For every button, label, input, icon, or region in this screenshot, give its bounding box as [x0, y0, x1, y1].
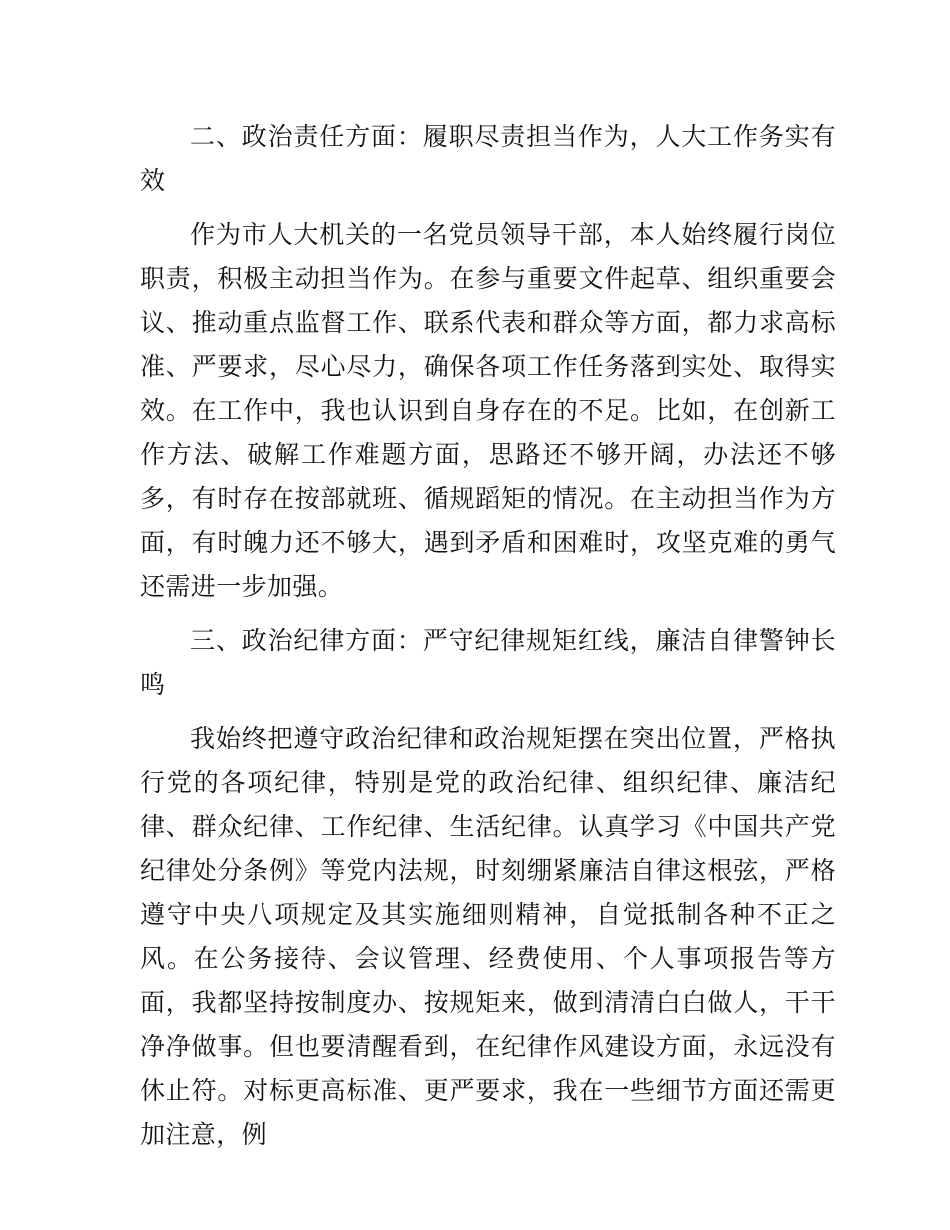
body-paragraph-discipline: 我始终把遵守政治纪律和政治规矩摆在突出位置，严格执行党的各项纪律，特别是党的政治纪律、组织纪律、廉洁纪律、群众纪律、工作纪律、生活纪律。认真学习《中国共产党纪律处分条例》等党内法规，时刻绷紧廉洁自律这根弦，严格遵守中央八项规定及其实施细则精神，自觉抵制各种不正之风。在公务接待、会议管理、经费使用、个人事项报告等方面，我都坚持按制度办、按规矩来，做到清清白白做人，干干净净做事。但也要清醒看到，在纪律作风建设方面，永远没有休止符。对标更高标准、更严要求，我在一些细节方面还需更加注意，例 — [140, 724, 836, 1149]
document-page — [140, 115, 836, 1167]
body-paragraph-responsibility: 作为市人大机关的一名党员领导干部，本人始终履行岗位职责，积极主动担当作为。在参与重要文件起草、组织重要会议、推动重点监督工作、联系代表和群众等方面，都力求高标准、严要求，尽心尽力，确保各项工作任务落到实处、取得实效。在工作中，我也认识到自身存在的不足。比如，在创新工作方法、破解工作难题方面，思路还不够开阔，办法还不够多，有时存在按部就班、循规蹈矩的情况。在主动担当作为方面，有时魄力还不够大，遇到矛盾和困难时，攻坚克难的勇气还需进一步加强。 — [140, 220, 836, 601]
section-heading-political-responsibility: 二、政治责任方面：履职尽责担当作为，人大工作务实有效 — [140, 122, 836, 195]
section-heading-political-discipline: 三、政治纪律方面：严守纪律规矩红线，廉洁自律警钟长鸣 — [140, 626, 836, 699]
